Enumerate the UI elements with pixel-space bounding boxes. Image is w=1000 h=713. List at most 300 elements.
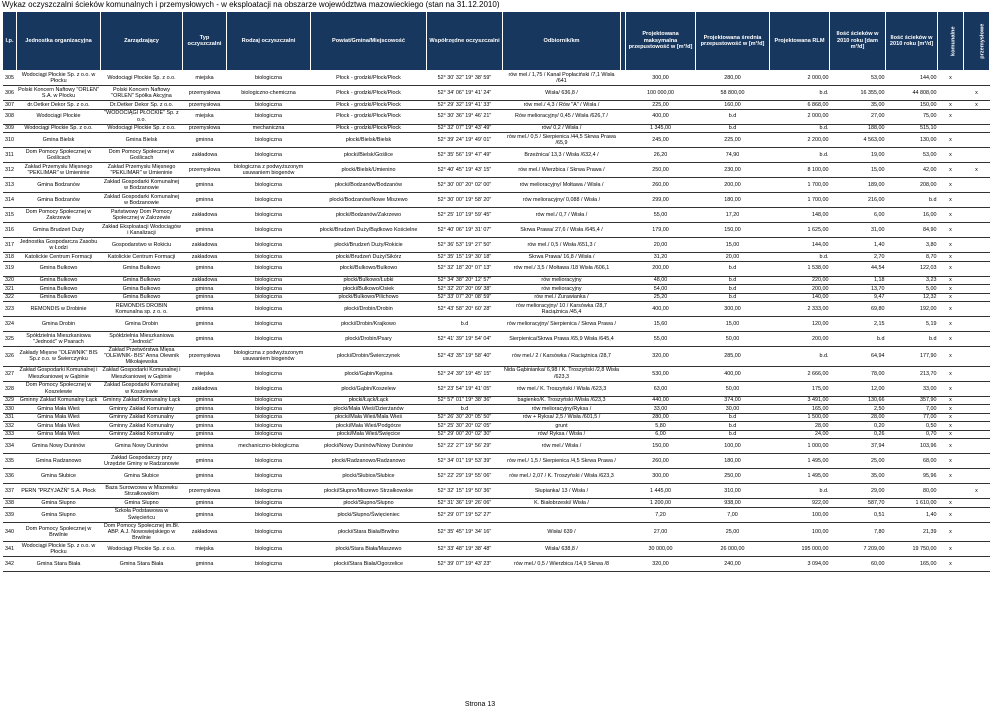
cell-przemyslowe [964, 285, 990, 294]
cell-jednostka: Zakład Przemysłu Mięsnego "PEKLIMAR" w Umieninie [17, 163, 101, 178]
cell-rodzaj: biologiczna [227, 381, 311, 396]
cell-przep-sr: 240,00 [696, 557, 770, 572]
cell-typ: gminna [183, 302, 227, 317]
cell-przep-max: 1 445,00 [626, 484, 696, 499]
cell-odbiornik: rów melioracyjny/ 10 / Karsówka /28,7 Raciążnica /45,4 [503, 302, 621, 317]
cell-odbiornik: rów mel./ 0,5 / Wierzbica /14,9 Skrwa /8 [503, 557, 621, 572]
cell-przep-max: 63,00 [626, 381, 696, 396]
cell-odbiornik: rów mel./ K. Troszyński / Wisła /623,3 [503, 381, 621, 396]
header-przemyslowe: przemysłowe [964, 12, 990, 71]
cell-przemyslowe [964, 469, 990, 484]
table-row [3, 302, 990, 317]
cell-jednostka: Dom Pomocy Społecznej w Zakrzewie [17, 208, 101, 223]
table-row [3, 381, 990, 396]
cell-rlm: b.d. [770, 253, 830, 262]
header-przep-max: Projektowana maksymalna przepustowość w [m³/d] [626, 12, 696, 71]
cell-jednostka: Gmina Słubice [17, 469, 101, 484]
cell-powiat: płocki/Gąbin/Kępina [311, 366, 427, 381]
table-row [3, 261, 990, 276]
cell-ilosc-dam: 15,00 [830, 163, 886, 178]
cell-wspolrzedne: 52° 32' 15" 19° 50' 36" [427, 484, 503, 499]
cell-zarzadzajacy: Zakład Gospodarki Komunalnej w Bodzanowie [101, 193, 183, 208]
cell-komunalne: x [938, 347, 964, 367]
cell-ilosc-dam: 27,00 [830, 109, 886, 124]
cell-przep-sr: 280,00 [696, 71, 770, 86]
cell-przep-sr: 30,00 [696, 405, 770, 414]
cell-odbiornik: Słupianka/ 13 / Wisła / [503, 484, 621, 499]
cell-powiat: płocki/Stara Biała/Brwilno [311, 522, 427, 542]
cell-rodzaj: biologiczna [227, 499, 311, 508]
header-rlm: Projektowana RLM [770, 12, 830, 71]
cell-przep-sr: b.d [696, 124, 770, 133]
cell-powiat: płocki/Bulkowo/Łubki [311, 276, 427, 285]
cell-przep-max: 33,00 [626, 405, 696, 414]
cell-powiat: płocki/Drobin/Drobin [311, 302, 427, 317]
table-row [3, 71, 990, 86]
cell-lp: 329 [3, 396, 17, 405]
cell-przep-max: 250,00 [626, 163, 696, 178]
cell-ilosc-dam: 7 209,00 [830, 542, 886, 557]
cell-jednostka: PERN "PRZYJAŹŃ" S.A. Płock [17, 484, 101, 499]
cell-komunalne: x [938, 332, 964, 347]
cell-ilosc-dam: 4 563,00 [830, 133, 886, 148]
cell-ilosc-m3: 44 808,00 [886, 86, 938, 101]
cell-odbiornik: Brzeźnica/ 13,3 / Wisła /632,4 / [503, 148, 621, 163]
table-row [3, 430, 990, 439]
cell-zarzadzajacy: Gospodarstwo w Rokiciu [101, 238, 183, 253]
cell-przep-sr: 74,90 [696, 148, 770, 163]
cell-ilosc-dam: b.d [830, 332, 886, 347]
cell-rodzaj: biologiczna [227, 178, 311, 193]
cell-ilosc-dam: 1,40 [830, 238, 886, 253]
cell-jednostka: Gmina Słupno [17, 499, 101, 508]
cell-przep-sr: 15,00 [696, 317, 770, 332]
cell-wspolrzedne: 52° 57' 01" 19° 38' 36" [427, 396, 503, 405]
cell-przep-sr: 310,00 [696, 484, 770, 499]
cell-lp: 307 [3, 101, 17, 110]
cell-przemyslowe [964, 261, 990, 276]
cell-komunalne: x [938, 542, 964, 557]
header-przep-sr: Projektowana średnia przepustowość w [m³/d] [696, 12, 770, 71]
cell-zarzadzajacy: Gmina Słupno [101, 499, 183, 508]
cell-zarzadzajacy: Dom Pomocy Społecznej w Goślicach [101, 148, 183, 163]
cell-wspolrzedne: 52° 32' 07" 19° 43' 49" [427, 124, 503, 133]
cell-wspolrzedne: 52° 31' 36" 19° 26' 06" [427, 499, 503, 508]
cell-komunalne: x [938, 366, 964, 381]
cell-ilosc-dam: 35,00 [830, 469, 886, 484]
table-row [3, 439, 990, 454]
cell-przemyslowe [964, 557, 990, 572]
cell-rlm: 144,00 [770, 238, 830, 253]
cell-typ: gminna [183, 285, 227, 294]
cell-wspolrzedne: 52° 30' 36" 19° 46' 21" [427, 109, 503, 124]
cell-lp: 331 [3, 413, 17, 422]
cell-przep-sr: 50,00 [696, 381, 770, 396]
cell-powiat: płocki/Słupno/Miszewo Strzałkowskie [311, 484, 427, 499]
cell-powiat: płocki/Drobin/Krajkowo [311, 317, 427, 332]
cell-typ: gminna [183, 293, 227, 302]
cell-jednostka: Wodociągi Płockie Sp. z o.o. [17, 124, 101, 133]
cell-odbiornik: rów mel./ 2 / Karsówka / Raciążnica /28,7 [503, 347, 621, 367]
cell-odbiornik: rów melioracyjny/ Mołtawa / Wisła / [503, 178, 621, 193]
cell-wspolrzedne: 52° 29' 32" 19° 41' 33" [427, 101, 503, 110]
cell-komunalne: x [938, 430, 964, 439]
cell-zarzadzajacy: Spółdzielnia Mieszkaniowa "Jedność" [101, 332, 183, 347]
cell-typ: gminna [183, 430, 227, 439]
cell-ilosc-m3: 1 610,00 [886, 499, 938, 508]
cell-rlm: 220,00 [770, 276, 830, 285]
header-ilosc-dam: Ilość ścieków w 2010 roku [dam m³/d] [830, 12, 886, 71]
cell-komunalne: x [938, 317, 964, 332]
cell-typ: przemysłowa [183, 484, 227, 499]
cell-typ: przemysłowa [183, 86, 227, 101]
cell-lp: 313 [3, 178, 17, 193]
cell-wspolrzedne: 52° 23' 54" 19° 41' 05" [427, 381, 503, 396]
cell-przep-max: 300,00 [626, 71, 696, 86]
header-wspolrzedne: Współrzędne oczyszczalni [427, 12, 503, 71]
cell-jednostka: Dom Pomocy Społecznej w Koszelewie [17, 381, 101, 396]
cell-ilosc-m3: 357,90 [886, 396, 938, 405]
cell-odbiornik: bagienko/K. Troszyński /Wisła /623,3 [503, 396, 621, 405]
cell-przemyslowe [964, 133, 990, 148]
cell-rodzaj: biologiczna [227, 302, 311, 317]
cell-ilosc-dam: 78,00 [830, 366, 886, 381]
cell-rlm: 175,00 [770, 381, 830, 396]
cell-lp: 337 [3, 484, 17, 499]
cell-powiat: płocki/Bulkowo/Osiek [311, 285, 427, 294]
cell-lp: 320 [3, 276, 17, 285]
cell-powiat: płocki/Bodzanów/Zakrzewo [311, 208, 427, 223]
table-row [3, 86, 990, 101]
cell-odbiornik: rów mel./ 1,75 / Kanał Popłaciński /7,1 Wisła /641 [503, 71, 621, 86]
cell-ilosc-dam: 1,18 [830, 276, 886, 285]
cell-ilosc-dam: 12,00 [830, 381, 886, 396]
cell-ilosc-m3: 19 750,00 [886, 542, 938, 557]
table-row [3, 413, 990, 422]
cell-ilosc-m3: 80,00 [886, 484, 938, 499]
cell-jednostka: Wodociągi Płockie [17, 109, 101, 124]
cell-przemyslowe [964, 71, 990, 86]
cell-przep-sr: b.d [696, 285, 770, 294]
cell-rlm: 1 625,00 [770, 223, 830, 238]
table-row [3, 223, 990, 238]
table-row [3, 507, 990, 522]
cell-przemyslowe [964, 347, 990, 367]
cell-powiat: płocki/Słubice/Słubice [311, 469, 427, 484]
cell-wspolrzedne: 52° 33' 07" 20° 08' 59" [427, 293, 503, 302]
cell-odbiornik: rów mel./ 1,5 / Sierpienica /4,5 Skrwa Prawa / [503, 454, 621, 469]
cell-przep-max: 179,00 [626, 223, 696, 238]
cell-rlm: 100,00 [770, 522, 830, 542]
cell-typ: gminna [183, 133, 227, 148]
cell-rlm: b.d. [770, 347, 830, 367]
cell-przemyslowe [964, 439, 990, 454]
header-rodzaj: Rodzaj oczyszczalni [227, 12, 311, 71]
cell-lp: 322 [3, 293, 17, 302]
cell-ilosc-m3: 144,00 [886, 71, 938, 86]
cell-lp: 318 [3, 253, 17, 262]
cell-rodzaj: biologiczna [227, 332, 311, 347]
cell-zarzadzajacy: Wodociągi Płockie Sp. z o.o. [101, 542, 183, 557]
cell-przep-max: 200,00 [626, 261, 696, 276]
header-ilosc-m3: Ilość ścieków w 2010 roku [m³/d] [886, 12, 938, 71]
cell-powiat: Płock - grodzki/Płock/Płock [311, 101, 427, 110]
cell-zarzadzajacy: Gmina Nowy Duninów [101, 439, 183, 454]
cell-rodzaj: biologiczna [227, 276, 311, 285]
cell-komunalne: x [938, 405, 964, 414]
cell-wspolrzedne: 52° 22' 29" 19° 55' 06" [427, 469, 503, 484]
cell-wspolrzedne: b.d [427, 317, 503, 332]
cell-ilosc-dam: 13,70 [830, 285, 886, 294]
cell-odbiornik: K. Białobrzeski/ Wisła / [503, 499, 621, 508]
cell-przemyslowe [964, 124, 990, 133]
cell-komunalne: x [938, 101, 964, 110]
cell-powiat: płocki/Mała Wieś/Dzierżanów [311, 405, 427, 414]
cell-przep-max: 5,80 [626, 422, 696, 431]
cell-zarzadzajacy: REMONDIS DROBIN Komunalna sp. z o. o. [101, 302, 183, 317]
cell-jednostka: Gmina Brudzeń Duży [17, 223, 101, 238]
cell-rlm: 120,00 [770, 317, 830, 332]
cell-lp: 324 [3, 317, 17, 332]
cell-rodzaj: biologiczna [227, 223, 311, 238]
cell-typ: zakładowa [183, 522, 227, 542]
cell-przemyslowe [964, 148, 990, 163]
cell-odbiornik: rów melioracyjny/ 0,088 / Wisła / [503, 193, 621, 208]
cell-komunalne: x [938, 507, 964, 522]
cell-ilosc-m3: 7,00 [886, 405, 938, 414]
cell-przep-max: 1 345,00 [626, 124, 696, 133]
cell-ilosc-m3: 8,70 [886, 253, 938, 262]
cell-komunalne [938, 86, 964, 101]
cell-przep-max: 245,00 [626, 133, 696, 148]
cell-typ: przemysłowa [183, 124, 227, 133]
cell-przep-max: 320,00 [626, 347, 696, 367]
cell-jednostka: Gmina Bulkowo [17, 285, 101, 294]
cell-odbiornik: Rów melioracyjny/ 0,45 / Wisła /626,7 / [503, 109, 621, 124]
cell-wspolrzedne: 52° 40' 06" 19° 31' 07" [427, 223, 503, 238]
cell-przemyslowe [964, 499, 990, 508]
table-row [3, 124, 990, 133]
cell-komunalne: x [938, 381, 964, 396]
cell-komunalne: x [938, 413, 964, 422]
cell-przep-sr: 250,00 [696, 469, 770, 484]
cell-lp: 339 [3, 507, 17, 522]
cell-typ: gminna [183, 422, 227, 431]
table-row [3, 332, 990, 347]
cell-ilosc-dam: 69,80 [830, 302, 886, 317]
cell-przep-max: 299,00 [626, 193, 696, 208]
cell-zarzadzajacy: Wodociągi Płockie Sp. z o.o. [101, 124, 183, 133]
cell-komunalne: x [938, 208, 964, 223]
cell-rodzaj: biologiczna [227, 101, 311, 110]
cell-typ: gminna [183, 557, 227, 572]
table-row [3, 557, 990, 572]
cell-rlm: 200,00 [770, 285, 830, 294]
cell-przep-max: 7,20 [626, 507, 696, 522]
cell-rlm: 2 000,00 [770, 109, 830, 124]
cell-przep-max: 27,00 [626, 522, 696, 542]
cell-rlm: 140,00 [770, 293, 830, 302]
page-number: Strona 13 [464, 701, 496, 708]
cell-jednostka: Jednostka Gospodarcza Zasobu w Łodzi [17, 238, 101, 253]
cell-lp: 325 [3, 332, 17, 347]
cell-przep-sr: 180,00 [696, 454, 770, 469]
cell-zarzadzajacy: Zakład Eksploatacji Wodociągów i Kanalizacji [102, 223, 181, 236]
table-row [3, 293, 990, 302]
cell-lp: 310 [3, 133, 17, 148]
cell-jednostka: Gmina Stara Biała [17, 557, 101, 572]
cell-wspolrzedne: 52° 35' 15" 19° 30' 18" [427, 253, 503, 262]
header-komunalne: komunalne [938, 12, 964, 71]
cell-wspolrzedne: 52° 40' 45" 19° 43' 15" [427, 163, 503, 178]
cell-komunalne: x [938, 163, 964, 178]
cell-odbiornik: rów melioracyjny/Ryksa / [503, 405, 621, 414]
cell-rodzaj: mechaniczno-biologiczna [227, 439, 311, 454]
table-row [3, 469, 990, 484]
header-typ: Typ oczyszczalni [183, 12, 227, 71]
cell-przemyslowe [964, 430, 990, 439]
cell-rodzaj: biologiczna [227, 454, 311, 469]
cell-rlm: 1 700,00 [770, 178, 830, 193]
cell-odbiornik: rów mel./ Wierzbica / Skrwa Prawa / [503, 163, 621, 178]
table-row [3, 253, 990, 262]
cell-powiat: płocki/Bulkowo/Pilichowo [311, 293, 427, 302]
cell-zarzadzajacy: Zakład Gospodarki Komunalnej w Koszelewie [101, 381, 183, 396]
cell-przep-max: 280,00 [626, 413, 696, 422]
cell-powiat: Płock - grodzki/Płock/Płock [311, 86, 427, 101]
cell-rodzaj: biologiczna [227, 71, 311, 86]
table-row [3, 101, 990, 110]
cell-jednostka: Gmina Drobin [17, 317, 101, 332]
cell-zarzadzajacy: Dr.Oetker Dekor Sp. z o.o. [101, 101, 183, 110]
cell-ilosc-dam: 28,00 [830, 413, 886, 422]
cell-rodzaj: biologiczna [227, 507, 311, 522]
cell-ilosc-m3: 5,00 [886, 285, 938, 294]
header-jednostka: Jednostka organizacyjna [17, 12, 101, 71]
cell-ilosc-m3: 3,80 [886, 238, 938, 253]
table-body [3, 71, 990, 572]
cell-przep-sr: 17,20 [696, 208, 770, 223]
cell-typ: miejska [183, 366, 227, 381]
cell-typ: przemysłowa [183, 101, 227, 110]
cell-rlm: 100,00 [770, 507, 830, 522]
cell-komunalne: x [938, 499, 964, 508]
cell-rlm: 3 094,00 [770, 557, 830, 572]
table-row [3, 193, 990, 208]
cell-typ: gminna [183, 454, 227, 469]
cell-przep-max: 440,00 [626, 396, 696, 405]
cell-komunalne: x [938, 522, 964, 542]
cell-jednostka: Polski Koncern Naftowy "ORLEN" S.A. w Płocku [18, 86, 99, 99]
cell-komunalne: x [938, 422, 964, 431]
cell-odbiornik: rów melioracyjny [503, 276, 621, 285]
cell-ilosc-m3: 42,00 [886, 163, 938, 178]
cell-odbiornik: rów/ 0,2 / Wisła / [503, 124, 621, 133]
cell-wspolrzedne: 52° 34' 01" 19° 53' 39" [427, 454, 503, 469]
cell-ilosc-m3: 3,23 [886, 276, 938, 285]
cell-ilosc-m3: b.d [886, 332, 938, 347]
cell-zarzadzajacy: Gmina Bulkowo [101, 261, 183, 276]
table-row [3, 347, 990, 367]
cell-lp: 306 [3, 86, 17, 101]
cell-typ: zakładowa [183, 276, 227, 285]
cell-ilosc-dam: 64,94 [830, 347, 886, 367]
cell-komunalne: x [938, 261, 964, 276]
cell-komunalne: x [938, 253, 964, 262]
table-row [3, 396, 990, 405]
cell-powiat: płocki/Gąbin/Koszelew [311, 381, 427, 396]
cell-rodzaj: biologiczna [227, 285, 311, 294]
cell-przep-max: 400,00 [626, 109, 696, 124]
table-row [3, 317, 990, 332]
cell-odbiornik: rów melioracyjny [503, 285, 621, 294]
wwtp-register-table [2, 11, 990, 572]
cell-rodzaj: biologiczna [227, 366, 311, 381]
cell-wspolrzedne: 52° 25' 10" 19° 59' 45" [427, 208, 503, 223]
cell-ilosc-m3: 122,03 [886, 261, 938, 276]
cell-ilosc-m3: 103,96 [886, 439, 938, 454]
cell-przemyslowe [964, 302, 990, 317]
cell-przep-sr: 300,00 [696, 302, 770, 317]
cell-powiat: płocki/Drobin/Świerczynek [311, 347, 427, 367]
cell-rlm: 200,00 [770, 332, 830, 347]
cell-przep-sr: 26 000,00 [696, 542, 770, 557]
cell-rlm: 3 491,00 [770, 396, 830, 405]
cell-rodzaj: biologiczna [227, 542, 311, 557]
cell-przep-max: 100 000,00 [626, 86, 696, 101]
cell-przep-sr: b.d [696, 109, 770, 124]
cell-powiat: płocki/Bielsk/Umienino [311, 163, 427, 178]
cell-lp: 312 [3, 163, 17, 178]
cell-lp: 336 [3, 469, 17, 484]
cell-przemyslowe [964, 396, 990, 405]
cell-odbiornik: rów mel./ 2,07 / K. Troszyński / Wisła /623,3 [503, 469, 621, 484]
cell-przep-max: 300,00 [626, 469, 696, 484]
cell-rlm: 1 500,00 [770, 413, 830, 422]
cell-przemyslowe [964, 422, 990, 431]
table-row [3, 484, 990, 499]
cell-jednostka: Gmina Mała Wieś [17, 405, 101, 414]
cell-przemyslowe [964, 522, 990, 542]
cell-przep-max: 530,00 [626, 366, 696, 381]
cell-rlm: 922,00 [770, 499, 830, 508]
cell-lp: 330 [3, 405, 17, 414]
cell-rlm: 2 000,00 [770, 71, 830, 86]
cell-odbiornik: Wisła/ 638,8 / [503, 542, 621, 557]
cell-jednostka: Gmina Bodzanów [17, 178, 101, 193]
cell-powiat: płocki/Bodzanów/Nowe Miszewo [311, 193, 427, 208]
table-row [3, 163, 990, 178]
table-row [3, 522, 990, 542]
cell-przemyslowe [964, 208, 990, 223]
cell-powiat: płocki/Radzanowo/Radzanowo [311, 454, 427, 469]
header-lp: l.p. [3, 12, 17, 71]
cell-przep-max: 54,00 [626, 285, 696, 294]
cell-przep-sr: 374,00 [696, 396, 770, 405]
cell-lp: 327 [3, 366, 17, 381]
cell-komunalne: x [938, 285, 964, 294]
cell-przemyslowe [964, 223, 990, 238]
cell-przep-max: 26,20 [626, 148, 696, 163]
cell-przep-max: 400,00 [626, 302, 696, 317]
cell-powiat: płocki/Drobin/Psary [311, 332, 427, 347]
cell-rodzaj: biologiczna [227, 208, 311, 223]
cell-ilosc-m3: 33,00 [886, 381, 938, 396]
cell-lp: 309 [3, 124, 17, 133]
cell-komunalne [938, 124, 964, 133]
cell-zarzadzajacy: Gmina Bulkowo [101, 285, 183, 294]
cell-jednostka: Spółdzielnia Mieszkaniowa "Jedność" w Psarach [17, 332, 101, 347]
